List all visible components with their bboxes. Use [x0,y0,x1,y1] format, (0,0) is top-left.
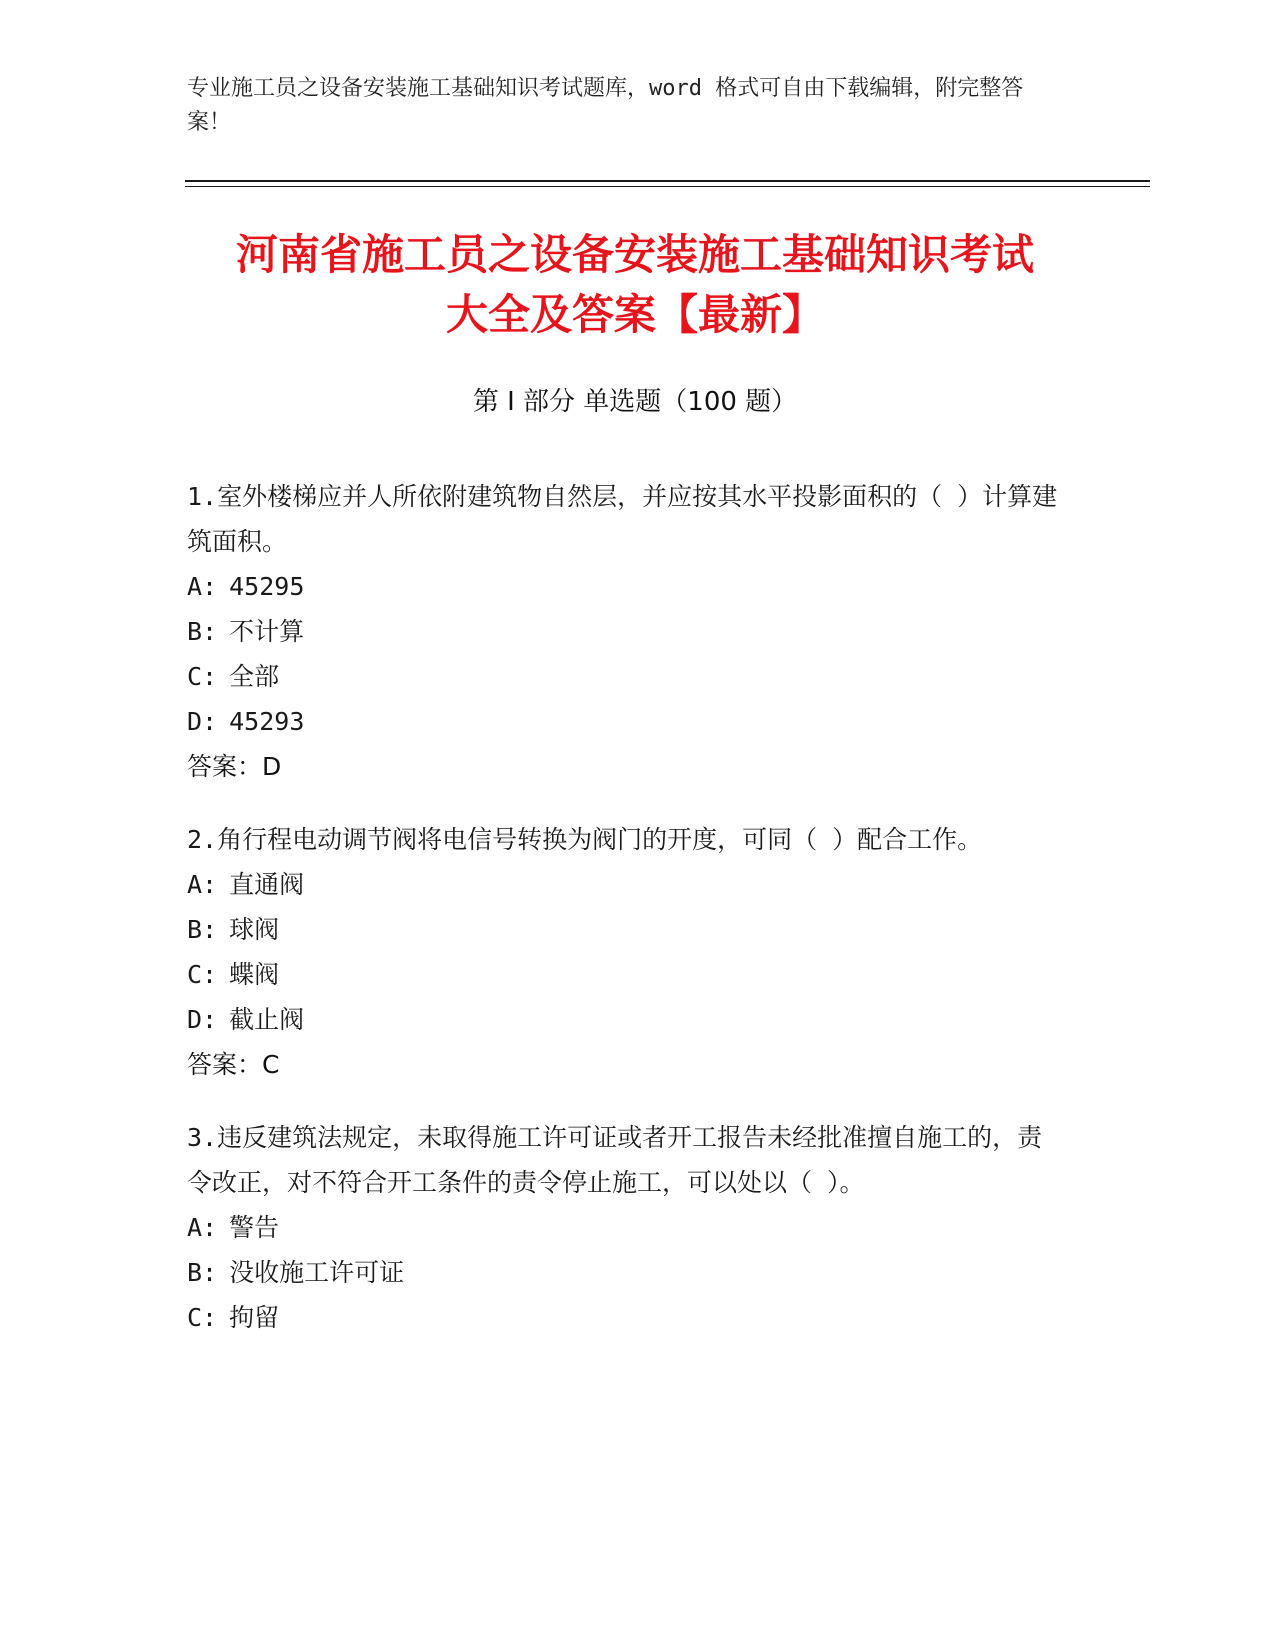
option-text: 蝶阀 [229,960,280,989]
option-text: 45295 [229,572,305,601]
option-letter: D: [187,707,218,736]
option-b [187,1250,1067,1295]
document-title [185,225,1085,345]
option-d [187,997,1067,1042]
question-list [187,474,1067,1368]
option-text: 45293 [229,707,305,736]
option-letter: A: [187,1213,218,1242]
option-letter: B: [187,1258,218,1287]
option-a [187,564,1067,609]
question-2 [187,817,1067,1087]
option-letter: A: [187,572,218,601]
option-letter: C: [187,960,218,989]
title-line-2: 大全及答案【最新】 [445,290,824,339]
question-stem: 1.室外楼梯应并人所依附建筑物自然层，并应按其水平投影面积的（ ）计算建筑面积。 [187,482,1058,556]
option-text: 全部 [229,662,280,691]
option-letter: A: [187,870,218,899]
option-c [187,1295,1067,1340]
option-letter: C: [187,662,218,691]
title-line-1: 河南省施工员之设备安装施工基础知识考试 [235,230,1034,279]
option-text: 没收施工许可证 [229,1258,405,1287]
question-1 [187,474,1067,789]
option-text: 球阀 [229,915,280,944]
option-c [187,654,1067,699]
option-text: 直通阀 [229,870,305,899]
option-b [187,609,1067,654]
option-text: 不计算 [229,617,305,646]
question-3 [187,1115,1067,1340]
option-d [187,699,1067,744]
header-note: 专业施工员之设备安装施工基础知识考试题库，word 格式可自由下载编辑，附完整答案！ [187,76,1024,135]
answer-line: 答案：D [187,752,282,781]
option-b [187,907,1067,952]
answer-line: 答案：C [187,1050,280,1079]
option-a [187,862,1067,907]
option-a [187,1205,1067,1250]
option-letter: D: [187,1005,218,1034]
option-list [187,564,1067,744]
option-text: 警告 [229,1213,280,1242]
option-letter: B: [187,915,218,944]
header-divider [185,180,1150,182]
option-c [187,952,1067,997]
option-list [187,1205,1067,1340]
option-letter: C: [187,1303,218,1332]
header-divider-thin [185,186,1150,187]
option-text: 截止阀 [229,1005,305,1034]
section-heading: 第 I 部分 单选题（100 题） [472,387,798,417]
option-list [187,862,1067,1042]
option-letter: B: [187,617,218,646]
question-stem: 2.角行程电动调节阀将电信号转换为阀门的开度，可同（ ）配合工作。 [187,825,983,854]
question-stem: 3.违反建筑法规定，未取得施工许可证或者开工报告未经批准擅自施工的，责令改正，对不符合开工条件的责令停止施工，可以处以（ ）。 [187,1123,1043,1197]
option-text: 拘留 [229,1303,280,1332]
